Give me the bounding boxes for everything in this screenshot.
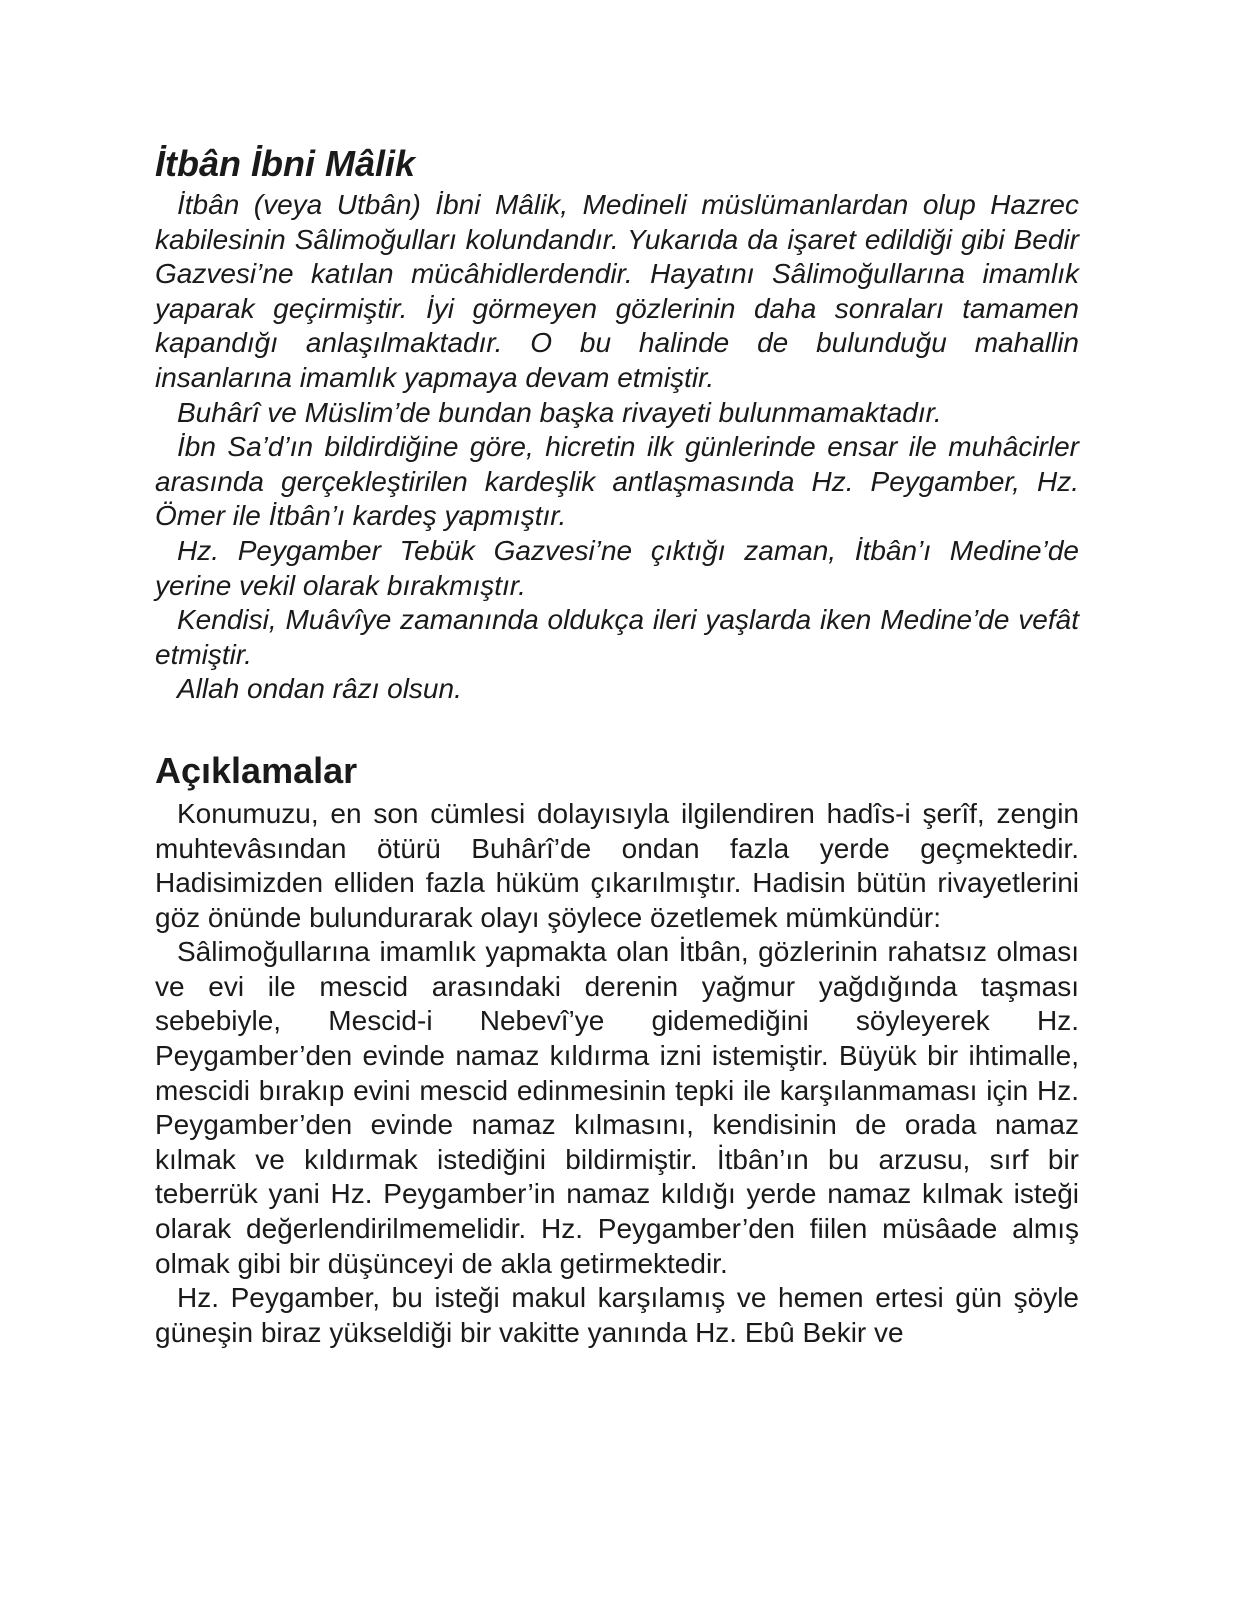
biography-paragraph: İtbân (veya Utbân) İbni Mâlik, Medineli müslümanlardan olup Hazrec kabilesinin Sâlimoğulları kolundandır. Yukarıda da işaret edildiği gibi Bedir Gazvesi’ne katılan mücâhidlerdendir. Hayatını Sâlimoğullarına imamlık yaparak geçirmiştir. İyi görmeyen gözlerinin daha sonraları tamamen kapandığı anlaşılmaktadır. O bu halinde de bulunduğu mahallin insanlarına imamlık yapmaya devam etmiştir.: [155, 189, 1079, 393]
explanations-paragraph: Sâlimoğullarına imamlık yapmakta olan İtbân, gözlerinin rahatsız olması ve evi ile mescid arasındaki derenin yağmur yağdığında taşması sebebiyle, Mescid-i Nebevî’ye gidemediğini söyleyerek Hz. Peygamber’den evinde namaz kıldırma izni istemiştir. Büyük bir ihtimalle, mescidi bırakıp evini mescid edinmesinin tepki ile karşılanmaması için Hz. Peygamber’den evinde namaz kılmasını, kendisinin de orada namaz kılmak ve kıldırmak istediğini bildirmiştir. İtbân’ın bu arzusu, sırf bir teberrük yani Hz. Peygamber’in namaz kıldığı yerde namaz kılmak isteği olarak değerlendirilmemelidir. Hz. Peygamber’den fiilen müsâade almış olmak gibi bir düşünceyi de akla getirmektedir.: [155, 936, 1079, 1279]
biography-paragraph: Buhârî ve Müslim’de bundan başka rivayeti bulunmamaktadır.: [177, 396, 942, 428]
explanations-heading: Açıklamalar: [155, 749, 358, 791]
explanations-paragraph: Konumuzu, en son cümlesi dolayısıyla ilgilendiren hadîs-i şerîf, zengin muhtevâsından ötürü Buhârî’de ondan fazla yerde geçmektedir. Hadisimizden elliden fazla hüküm çıkarılmıştır. Hadisin bütün rivayetlerini göz önünde bulundurarak olayı şöylece özetlemek mümkündür:: [155, 797, 1079, 933]
explanations-paragraph: Hz. Peygamber, bu isteği makul karşılamış ve hemen ertesi gün şöyle güneşin biraz yükseldiği bir vakitte yanında Hz. Ebû Bekir ve: [155, 1282, 1079, 1348]
explanations-section: [155, 747, 1079, 1351]
document-page: [155, 140, 1079, 1350]
biography-paragraph: Kendisi, Muâvîye zamanında oldukça ileri yaşlarda iken Medine’de vefât etmiştir.: [155, 604, 1079, 670]
biography-paragraph: Allah ondan râzı olsun.: [177, 673, 462, 705]
biography-section: [155, 140, 1079, 707]
biography-paragraph: İbn Sa’d’ın bildirdiğine göre, hicretin ilk günlerinde ensar ile muhâcirler arasında gerçekleştirilen kardeşlik antlaşmasında Hz. Peygamber, Hz. Ömer ile İtbân’ı kardeş yapmıştır.: [155, 431, 1079, 532]
biography-heading: İtbân İbni Mâlik: [155, 143, 416, 184]
biography-paragraph: Hz. Peygamber Tebük Gazvesi’ne çıktığı zaman, İtbân’ı Medine’de yerine vekil olarak bırakmıştır.: [155, 534, 1079, 601]
